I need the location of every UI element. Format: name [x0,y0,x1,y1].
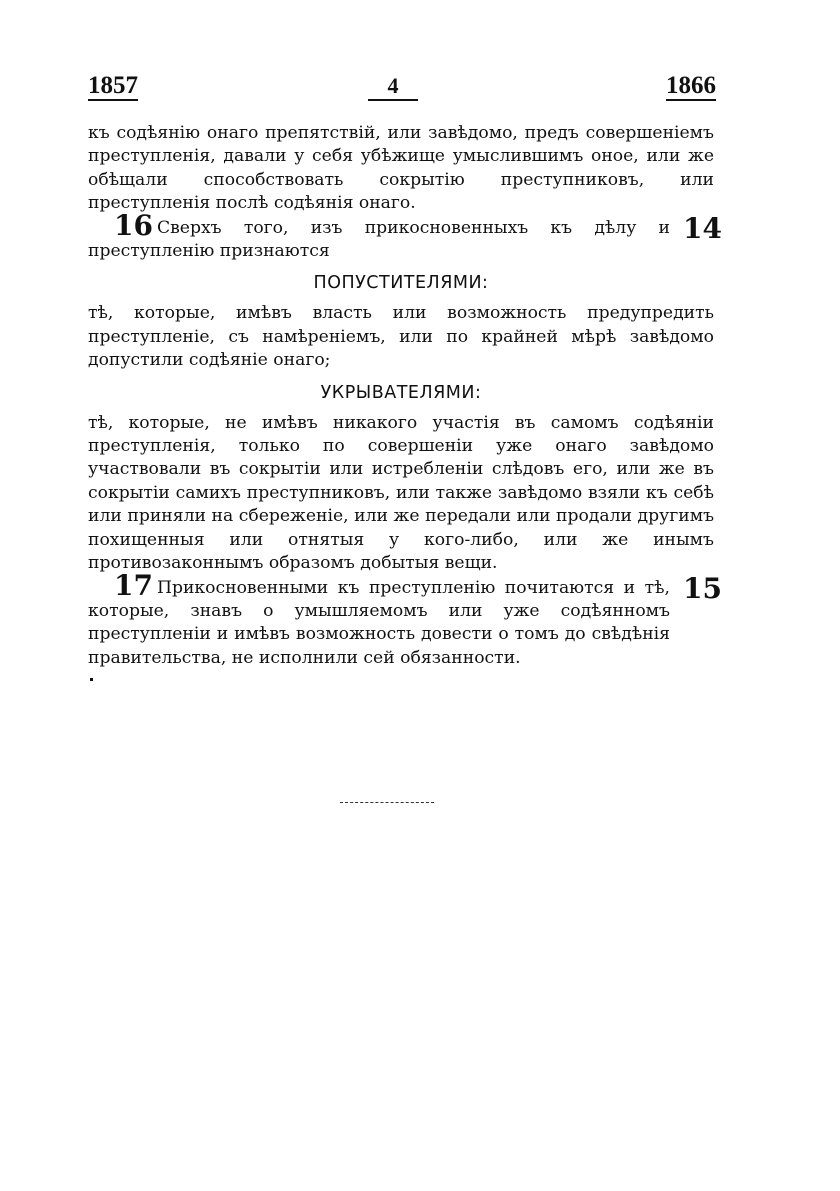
section-heading-popustiteli: ПОПУСТИТЕЛЯМИ: [313,273,489,294]
section-heading-ukryvateli: УКРЫВАТЕЛЯМИ: [320,382,482,403]
page-number: 4 [368,74,418,101]
article-number-right: 14 [683,211,722,245]
section-divider [340,802,434,803]
article-text: Сверхъ того, изъ прикосновенныхъ къ дѣлу и преступленію признаются [88,217,670,262]
article-number-right: 15 [683,571,722,605]
year-left: 1857 [88,72,138,99]
document-body [88,122,722,670]
page-header [88,70,728,106]
document-page [88,70,728,670]
article-text: Прикосновенными къ преступленію почитаются и тѣ, которые, знавъ о умышляемомъ или уже содѣянномъ преступленіи и имѣвъ возможность довести о томъ до свѣдѣнія правительства, не исполнили сей обязанности. [88,577,670,668]
paragraph-popustiteli: тѣ, которые, имѣвъ власть или возможность предупредить преступленіе, съ намѣреніемъ, или по крайней мѣрѣ завѣдомо допустили содѣяніе онаго; [88,303,714,371]
paragraph-intro: къ содѣянію онаго препятствій, или завѣдомо, предъ совершеніемъ преступленія, давали у себя убѣжище умыслившимъ оное, или же обѣщали способствовать сокрытію преступниковъ, или преступленія послѣ содѣянія онаго. [88,123,714,214]
article-number-left: 17 [114,568,153,602]
article-number-left: 16 [114,208,153,242]
article-17 [88,568,722,671]
stray-mark [90,678,93,681]
year-right: 1866 [666,72,716,99]
paragraph-ukryvateli: тѣ, которые, не имѣвъ никакого участія въ самомъ содѣяніи преступленія, только по совершеніи уже онаго завѣдомо участвовали въ сокрытіи или истребленіи слѣдовъ его, или же въ сокрытіи самихъ преступниковъ, или также завѣдомо взяли къ себѣ или приняли на сбереженіе, или же передали или продали другимъ похищенныя или отнятыя у кого-либо, или же инымъ противозаконнымъ образомъ добытыя вещи. [88,412,714,574]
article-16 [88,208,722,264]
